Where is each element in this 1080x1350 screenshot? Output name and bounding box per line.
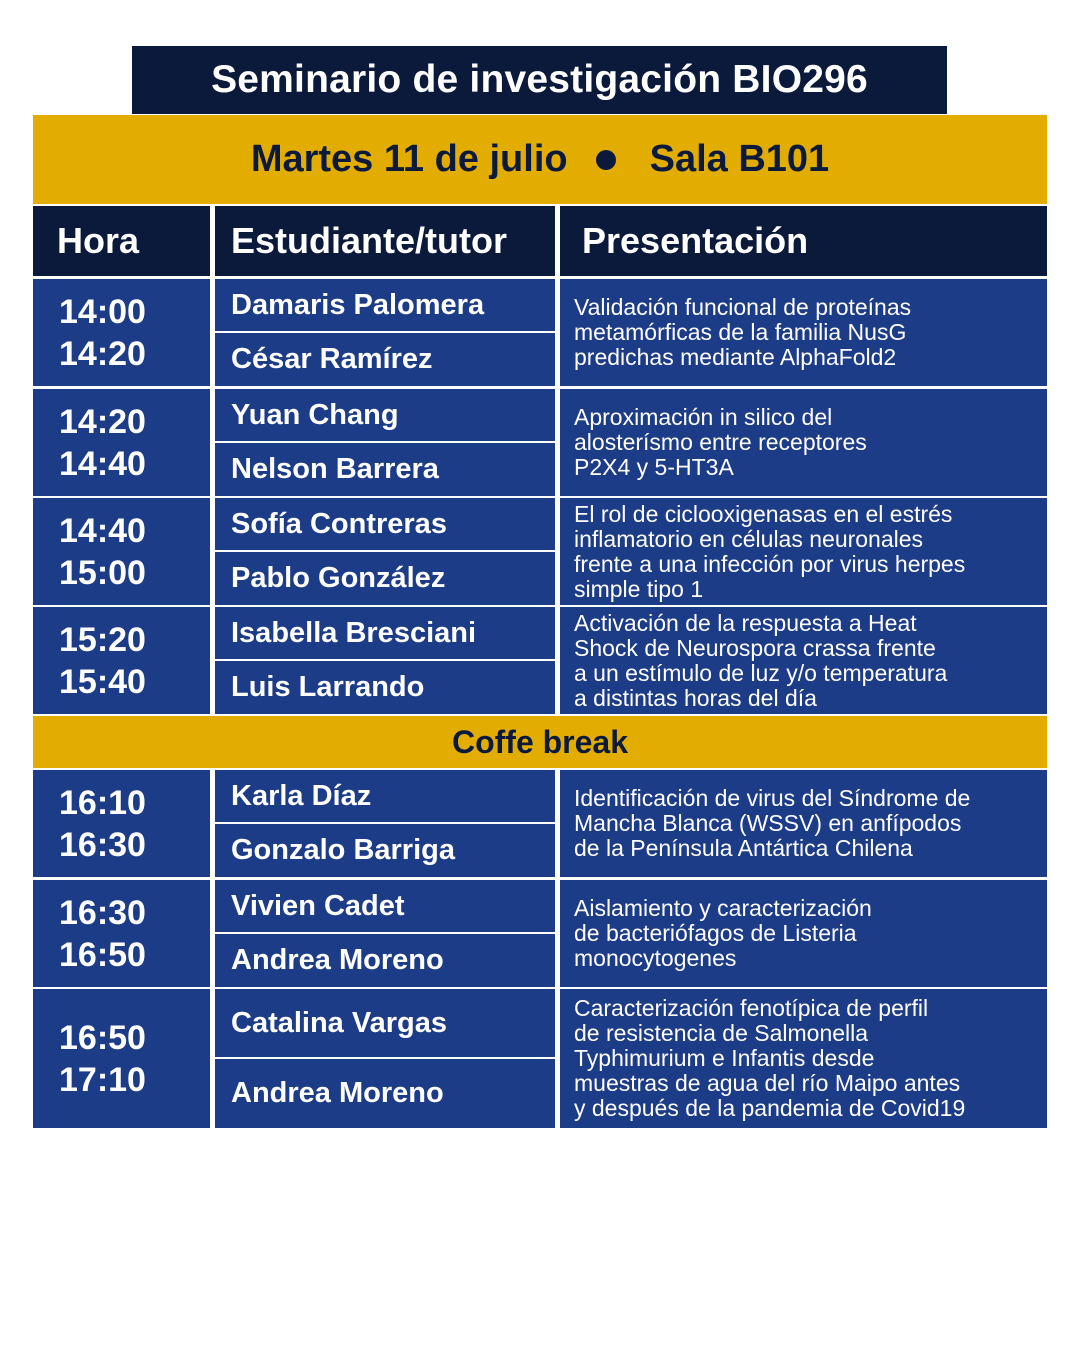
coffee-break-banner: Coffe break <box>33 716 1047 768</box>
session-time <box>33 498 210 605</box>
time-start: 14:40 <box>59 511 146 550</box>
session-time <box>33 880 210 987</box>
presentation-title <box>560 880 1047 987</box>
tutor-name: Luis Larrando <box>215 661 555 714</box>
presentation-title <box>560 389 1047 496</box>
tutor-name: Gonzalo Barriga <box>215 824 555 877</box>
presentation-text: Aislamiento y caracterización de bacteriófagos de Listeria monocytogenes <box>574 895 872 971</box>
time-start: 14:20 <box>59 402 146 441</box>
time-start: 14:00 <box>59 292 146 331</box>
session-time <box>33 389 210 496</box>
time-start: 16:10 <box>59 783 146 822</box>
event-room: Sala B101 <box>649 138 830 180</box>
time-start: 16:50 <box>59 1018 146 1057</box>
tutor-name: César Ramírez <box>215 333 555 386</box>
presentation-title <box>560 498 1047 605</box>
header-presentacion-label: Presentación <box>582 220 809 261</box>
time-end: 14:20 <box>59 334 146 373</box>
time-end: 14:40 <box>59 444 146 483</box>
presentation-text: Caracterización fenotípica de perfil de resistencia de Salmonella Typhimurium e Infantis desde muestras de agua del río Maipo antes y después de la pandemia de Covid19 <box>574 995 966 1121</box>
session-time <box>33 989 210 1128</box>
tutor-name: Pablo González <box>215 552 555 605</box>
student-name: Vivien Cadet <box>215 880 555 932</box>
header-estudiante-label: Estudiante/tutor <box>231 220 507 261</box>
tutor-name: Andrea Moreno <box>215 934 555 987</box>
student-name: Sofía Contreras <box>215 498 555 550</box>
session-time <box>33 770 210 877</box>
header-hora <box>33 206 210 276</box>
tutor-name: Andrea Moreno <box>215 1059 555 1128</box>
presentation-text: Identificación de virus del Síndrome de Mancha Blanca (WSSV) en anfípodos de la Península Antártica Chilena <box>574 785 971 861</box>
event-date: Martes 11 de julio <box>250 138 568 180</box>
time-end: 15:00 <box>59 553 146 592</box>
presentation-text: Validación funcional de proteínas metamórficas de la familia NusG predichas mediante AlphaFold2 <box>574 294 912 370</box>
time-end: 16:50 <box>59 935 146 974</box>
time-end: 15:40 <box>59 662 146 701</box>
time-start: 16:30 <box>59 893 146 932</box>
presentation-title <box>560 279 1047 386</box>
time-start: 15:20 <box>59 620 146 659</box>
separator-dot-icon <box>596 150 616 170</box>
date-room-banner <box>33 115 1047 204</box>
presentation-title <box>560 989 1047 1128</box>
student-name: Isabella Bresciani <box>215 607 555 659</box>
tutor-name: Nelson Barrera <box>215 443 555 496</box>
presentation-text: Aproximación in silico del alosterísmo entre receptores P2X4 y 5-HT3A <box>574 404 867 480</box>
student-name: Yuan Chang <box>215 389 555 441</box>
header-estudiante <box>215 206 555 276</box>
student-name: Damaris Palomera <box>215 279 555 331</box>
page-title: Seminario de investigación BIO296 <box>132 46 947 114</box>
session-time <box>33 279 210 386</box>
presentation-text: Activación de la respuesta a Heat Shock de Neurospora crassa frente a un estímulo de luz y/o temperatura a distintas horas del día <box>574 609 948 711</box>
student-name: Karla Díaz <box>215 770 555 822</box>
presentation-text: El rol de ciclooxigenasas en el estrés inflamatorio en células neuronales frente a una infección por virus herpes simple tipo 1 <box>574 500 966 602</box>
presentation-title <box>560 607 1047 714</box>
time-end: 16:30 <box>59 825 146 864</box>
session-time <box>33 607 210 714</box>
time-end: 17:10 <box>59 1060 146 1099</box>
student-name: Catalina Vargas <box>215 989 555 1057</box>
header-hora-label: Hora <box>57 220 140 261</box>
presentation-title <box>560 770 1047 877</box>
header-presentacion <box>560 206 1047 276</box>
